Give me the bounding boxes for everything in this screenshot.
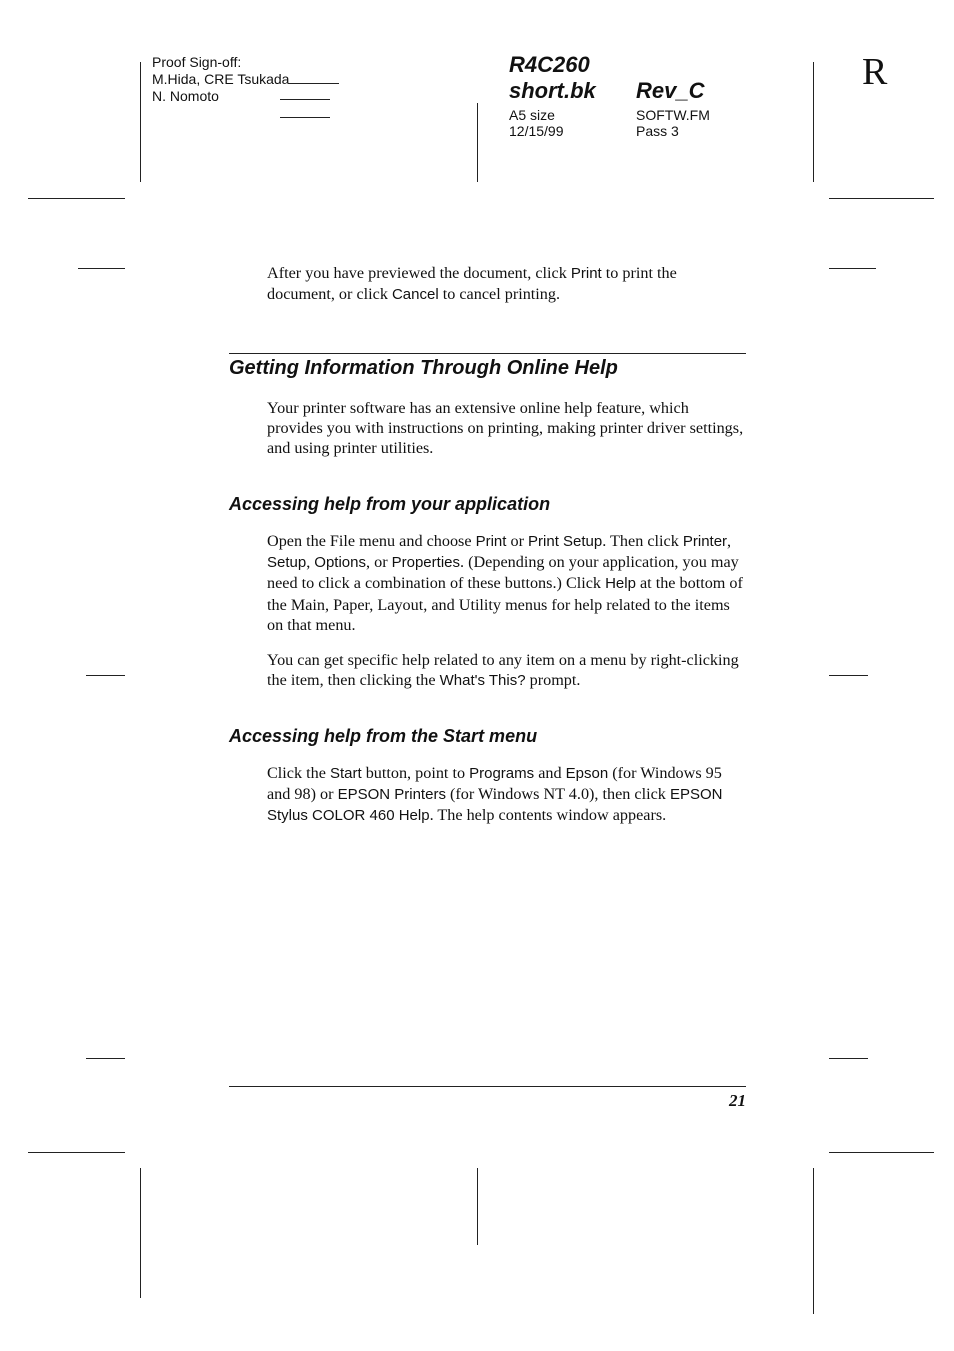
subsection-heading-start-menu: Accessing help from the Start menu [229,726,538,746]
crop-mark [28,198,125,199]
ui-term-help-item: EPSON Stylus COLOR 460 Help [267,786,723,825]
ui-term-print: Print [475,533,507,550]
context-help-paragraph: You can get specific help related to any item on a menu by right-clicking the item, then clicking the What's This? prompt. [267,651,739,690]
footer-rule [229,1086,746,1087]
ui-term-print-setup: Print Setup [528,533,603,550]
ui-term-start: Start [329,765,362,782]
signature-blank [289,71,339,84]
corner-letter: R [862,51,888,93]
application-help-paragraph: Open the File menu and choose Print or Print Setup. Then click Printer, Setup, Options, or Properties. (Depending on your application, you may need to click a combination of these buttons.) Click Help at the bottom of the Main, Paper, Layout, and Utility menus for help related to the items on that menu. [267,532,743,634]
ui-term-print: Print [570,265,602,282]
section-rule [229,353,746,354]
crop-mark [78,268,125,269]
book-name: short.bk [509,78,596,103]
crop-mark [477,1168,478,1245]
ui-term-epson-printers: EPSON Printers [337,786,446,804]
proof-date: 12/15/99 [509,123,564,139]
crop-mark [140,1168,141,1298]
start-menu-help-paragraph: Click the Start button, point to Programs and Epson (for Windows 95 and 98) or EPSON Printers (for Windows NT 4.0), then click EPSON Stylus COLOR 460 Help. The help contents window appears. [267,764,723,825]
crop-mark [829,1058,868,1059]
crop-mark [829,675,868,676]
ui-term-programs: Programs [469,765,535,782]
ui-term-properties: Properties [391,554,460,572]
crop-mark [28,1152,125,1153]
crop-mark [829,268,876,269]
book-code: R4C260 [509,52,590,77]
ui-term-cancel: Cancel [391,286,439,304]
pass-number: Pass 3 [636,123,679,139]
page-number: 21 [729,1091,746,1110]
crop-mark [829,1152,934,1153]
source-file: SOFTW.FM [636,107,710,123]
crop-mark [813,62,814,182]
crop-mark [813,1168,814,1314]
signature-blank [280,87,330,100]
proof-line-1: M.Hida, CRE Tsukada [152,71,392,88]
revision: Rev_C [636,78,705,103]
ui-term-options: Options [314,554,366,572]
ui-term-help: Help [605,575,636,593]
ui-term-whats-this: What's This? [439,672,526,690]
proof-signoff [152,54,392,105]
intro-paragraph: After you have previewed the document, click Print to print the document, or click Cancel to cancel printing. [267,264,677,304]
proof-line-2: N. Nomoto [152,88,219,104]
section-heading: Getting Information Through Online Help [229,357,618,379]
ui-term-epson: Epson [565,765,609,782]
signature-blank [280,105,330,118]
crop-mark [86,675,125,676]
crop-mark [86,1058,125,1059]
subsection-heading-application: Accessing help from your application [229,494,551,514]
proof-title: Proof Sign-off: [152,54,242,70]
crop-mark [140,62,141,182]
ui-term-printer: Printer [682,533,728,550]
crop-mark [829,198,934,199]
paper-size: A5 size [509,107,555,123]
section-paragraph: Your printer software has an extensive online help feature, which provides you with instructions on printing, making printer driver settings, and using printer utilities. [267,399,744,458]
crop-mark [477,103,478,182]
ui-term-setup: Setup [267,554,307,572]
